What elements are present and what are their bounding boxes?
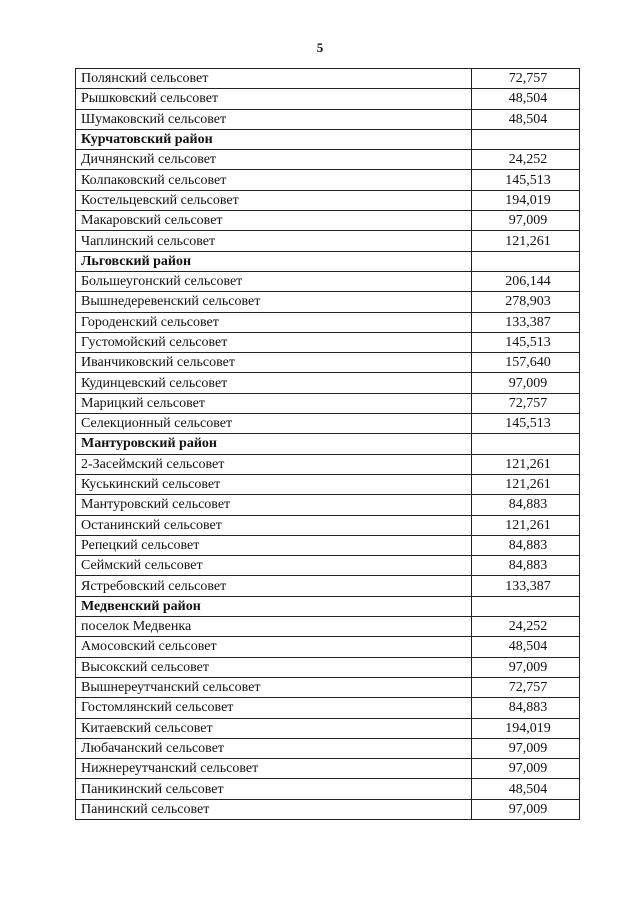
page-number: 5 <box>316 40 324 55</box>
amount-cell: 121,261 <box>472 454 580 474</box>
council-name-cell: Дичнянский сельсовет <box>76 150 472 170</box>
table-row <box>76 231 580 251</box>
amount-cell: 97,009 <box>472 211 580 231</box>
amount-cell: 84,883 <box>472 556 580 576</box>
table-row <box>76 677 580 697</box>
table-row <box>76 698 580 718</box>
table-row <box>76 211 580 231</box>
table-row <box>76 190 580 210</box>
amount-cell: 145,513 <box>472 332 580 352</box>
table-row <box>76 738 580 758</box>
district-header-row <box>76 251 580 271</box>
amount-cell: 97,009 <box>472 373 580 393</box>
amount-cell: 97,009 <box>472 738 580 758</box>
council-name-cell: Городенский сельсовет <box>76 312 472 332</box>
amount-cell: 48,504 <box>472 779 580 799</box>
table-row <box>76 271 580 291</box>
amount-cell: 121,261 <box>472 515 580 535</box>
table-row <box>76 718 580 738</box>
table-row <box>76 779 580 799</box>
council-name-cell: Ястребовский сельсовет <box>76 576 472 596</box>
council-name-cell: Сеймский сельсовет <box>76 556 472 576</box>
amount-cell: 48,504 <box>472 109 580 129</box>
amount-cell: 194,019 <box>472 190 580 210</box>
table-row <box>76 657 580 677</box>
amount-cell: 72,757 <box>472 393 580 413</box>
council-name-cell: 2-Засеймский сельсовет <box>76 454 472 474</box>
amount-cell: 145,513 <box>472 414 580 434</box>
council-name-cell: Костельцевский сельсовет <box>76 190 472 210</box>
amount-cell: 24,252 <box>472 150 580 170</box>
district-name-cell: Курчатовский район <box>76 129 472 149</box>
council-name-cell: Паникинский сельсовет <box>76 779 472 799</box>
table-row <box>76 576 580 596</box>
table-row <box>76 556 580 576</box>
allocation-table <box>75 68 580 820</box>
amount-cell <box>472 596 580 616</box>
council-name-cell: Полянский сельсовет <box>76 69 472 89</box>
table-row <box>76 353 580 373</box>
amount-cell: 97,009 <box>472 799 580 819</box>
table-row <box>76 312 580 332</box>
table-row <box>76 332 580 352</box>
table-row <box>76 637 580 657</box>
table-row <box>76 535 580 555</box>
council-name-cell: Панинский сельсовет <box>76 799 472 819</box>
table-row <box>76 150 580 170</box>
table-row <box>76 414 580 434</box>
amount-cell: 24,252 <box>472 617 580 637</box>
council-name-cell: Чаплинский сельсовет <box>76 231 472 251</box>
district-name-cell: Мантуровский район <box>76 434 472 454</box>
table-row <box>76 170 580 190</box>
council-name-cell: Высокский сельсовет <box>76 657 472 677</box>
council-name-cell: Куськинский сельсовет <box>76 474 472 494</box>
table-row <box>76 373 580 393</box>
council-name-cell: Рышковский сельсовет <box>76 89 472 109</box>
council-name-cell: Кудинцевский сельсовет <box>76 373 472 393</box>
amount-cell: 206,144 <box>472 271 580 291</box>
council-name-cell: Китаевский сельсовет <box>76 718 472 738</box>
council-name-cell: Нижнереутчанский сельсовет <box>76 759 472 779</box>
council-name-cell: Вышнедеревенский сельсовет <box>76 292 472 312</box>
amount-cell <box>472 434 580 454</box>
council-name-cell: Макаровский сельсовет <box>76 211 472 231</box>
table-row <box>76 495 580 515</box>
table-row <box>76 617 580 637</box>
amount-cell: 97,009 <box>472 657 580 677</box>
amount-cell: 84,883 <box>472 535 580 555</box>
table-row <box>76 89 580 109</box>
district-header-row <box>76 434 580 454</box>
council-name-cell: Останинский сельсовет <box>76 515 472 535</box>
table-row <box>76 799 580 819</box>
council-name-cell: поселок Медвенка <box>76 617 472 637</box>
table-row <box>76 109 580 129</box>
council-name-cell: Мантуровский сельсовет <box>76 495 472 515</box>
table-row <box>76 474 580 494</box>
council-name-cell: Любачанский сельсовет <box>76 738 472 758</box>
district-name-cell: Льговский район <box>76 251 472 271</box>
amount-cell: 72,757 <box>472 69 580 89</box>
district-header-row <box>76 596 580 616</box>
district-name-cell: Медвенский район <box>76 596 472 616</box>
amount-cell: 121,261 <box>472 231 580 251</box>
amount-cell <box>472 251 580 271</box>
amount-cell: 133,387 <box>472 312 580 332</box>
amount-cell: 145,513 <box>472 170 580 190</box>
council-name-cell: Вышнереутчанский сельсовет <box>76 677 472 697</box>
amount-cell <box>472 129 580 149</box>
table-row <box>76 69 580 89</box>
table-row <box>76 454 580 474</box>
table-body <box>76 69 580 820</box>
council-name-cell: Репецкий сельсовет <box>76 535 472 555</box>
council-name-cell: Большеугонский сельсовет <box>76 271 472 291</box>
table-row <box>76 292 580 312</box>
council-name-cell: Гостомлянский сельсовет <box>76 698 472 718</box>
council-name-cell: Густомойский сельсовет <box>76 332 472 352</box>
council-name-cell: Колпаковский сельсовет <box>76 170 472 190</box>
council-name-cell: Марицкий сельсовет <box>76 393 472 413</box>
table-row <box>76 759 580 779</box>
amount-cell: 121,261 <box>472 474 580 494</box>
council-name-cell: Селекционный сельсовет <box>76 414 472 434</box>
table-row <box>76 515 580 535</box>
amount-cell: 194,019 <box>472 718 580 738</box>
district-header-row <box>76 129 580 149</box>
amount-cell: 84,883 <box>472 495 580 515</box>
amount-cell: 157,640 <box>472 353 580 373</box>
amount-cell: 72,757 <box>472 677 580 697</box>
amount-cell: 97,009 <box>472 759 580 779</box>
amount-cell: 133,387 <box>472 576 580 596</box>
council-name-cell: Иванчиковский сельсовет <box>76 353 472 373</box>
council-name-cell: Амосовский сельсовет <box>76 637 472 657</box>
amount-cell: 48,504 <box>472 637 580 657</box>
amount-cell: 84,883 <box>472 698 580 718</box>
amount-cell: 278,903 <box>472 292 580 312</box>
council-name-cell: Шумаковский сельсовет <box>76 109 472 129</box>
table-row <box>76 393 580 413</box>
amount-cell: 48,504 <box>472 89 580 109</box>
